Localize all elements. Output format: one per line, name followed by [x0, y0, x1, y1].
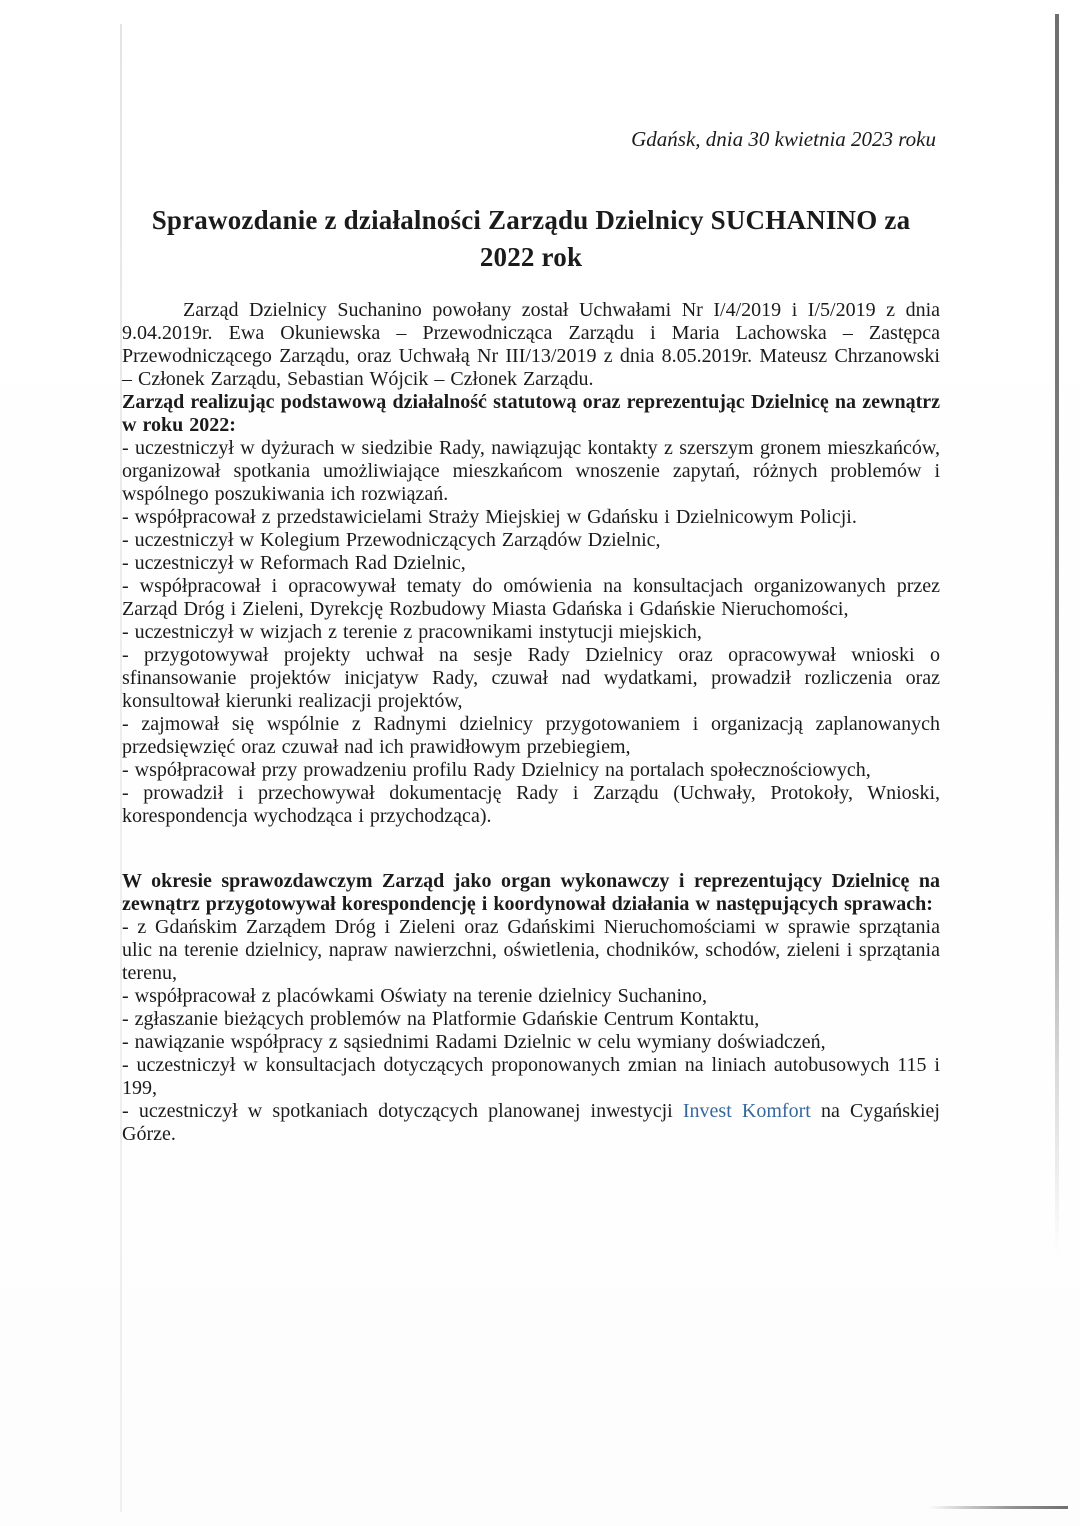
list-item: - uczestniczył w konsultacjach dotyczących proponowanych zmian na liniach autobusowych 115 i 199,	[122, 1054, 940, 1099]
section1-list	[122, 437, 940, 828]
document-content	[122, 0, 940, 1146]
list-item: - zgłaszanie bieżących problemów na Platformie Gdańskie Centrum Kontaktu,	[122, 1008, 760, 1030]
list-item: - przygotowywał projekty uchwał na sesje Rady Dzielnicy oraz opracowywał wnioski o sfinansowanie projektów inicjatyw Rady, czuwał nad wydatkami, prowadził rozliczenia oraz konsultował kierunki realizacji projektów,	[122, 644, 940, 712]
document-title: Sprawozdanie z działalności Zarządu Dzielnicy SUCHANINO za 2022 rok	[151, 205, 911, 272]
scan-edge-bottom-line	[928, 1506, 1068, 1509]
section1-heading: Zarząd realizując podstawową działalność statutową oraz reprezentując Dzielnicę na zewnątrz w roku 2022:	[122, 391, 940, 436]
list-item: - uczestniczył w dyżurach w siedzibie Rady, nawiązując kontakty z szerszym gronem mieszkańców, organizował spotkania umożliwiające mieszkańcom wnoszenie zapytań, różnych problemów i wspólnego poszukiwania ich rozwiązań.	[122, 437, 940, 505]
list-item: - nawiązanie współpracy z sąsiednimi Radami Dzielnic w celu wymiany doświadczeń,	[122, 1031, 826, 1053]
scan-edge-right-line	[1055, 14, 1059, 1254]
list-item: - współpracował z przedstawicielami Straży Miejskiej w Gdańsku i Dzielnicowym Policji.	[122, 506, 857, 528]
section2-list	[122, 916, 940, 1100]
list-item-invest-komfort	[122, 1100, 940, 1146]
list-item: - prowadził i przechowywał dokumentację Rady i Zarządu (Uchwały, Protokoły, Wnioski, korespondencja wychodząca i przychodząca).	[122, 782, 940, 827]
list-item: - zajmował się wspólnie z Radnymi dzielnicy przygotowaniem i organizacją zaplanowanych przedsięwzięć oraz czuwał nad ich prawidłowym przebiegiem,	[122, 713, 940, 758]
list-item-text-before: - uczestniczył w spotkaniach dotyczących planowanej inwestycji	[122, 1100, 683, 1122]
list-item: - współpracował i opracowywał tematy do omówienia na konsultacjach organizowanych przez Zarząd Dróg i Zieleni, Dyrekcję Rozbudowy Miasta Gdańska i Gdańskie Nieruchomości,	[122, 575, 940, 620]
list-item: - uczestniczył w Reformach Rad Dzielnic,	[122, 552, 466, 574]
section2-heading: W okresie sprawozdawczym Zarząd jako organ wykonawczy i reprezentujący Dzielnicę na zewnątrz przygotowywał korespondencję i koordynował działania w następujących sprawach:	[122, 870, 940, 915]
date-line: Gdańsk, dnia 30 kwietnia 2023 roku	[631, 127, 936, 151]
list-item: - uczestniczył w Kolegium Przewodniczących Zarządów Dzielnic,	[122, 529, 661, 551]
list-item: - z Gdańskim Zarządem Dróg i Zieleni oraz Gdańskimi Nieruchomościami w sprawie sprzątania ulic na terenie dzielnicy, napraw nawierzchni, oświetlenia, chodników, schodów, zieleni i sprzątania terenu,	[122, 916, 940, 984]
list-item: - uczestniczył w wizjach z terenie z pracownikami instytucji miejskich,	[122, 621, 702, 643]
list-item: - współpracował przy prowadzeniu profilu Rady Dzielnicy na portalach społecznościowych,	[122, 759, 871, 781]
list-item-text-after: na Cygańskiej Górze.	[122, 1100, 940, 1145]
intro-paragraph: Zarząd Dzielnicy Suchanino powołany został Uchwałami Nr I/4/2019 i I/5/2019 z dnia 9.04.2019r. Ewa Okuniewska – Przewodnicząca Zarządu i Maria Lachowska – Zastępca Przewodniczącego Zarządu, oraz Uchwałą Nr III/13/2019 z dnia 8.05.2019r. Mateusz Chrzanowski – Członek Zarządu, Sebastian Wójcik – Członek Zarządu.	[122, 299, 940, 390]
list-item: - współpracował z placówkami Oświaty na terenie dzielnicy Suchanino,	[122, 985, 708, 1007]
invest-komfort-link: Invest Komfort	[682, 1100, 811, 1122]
